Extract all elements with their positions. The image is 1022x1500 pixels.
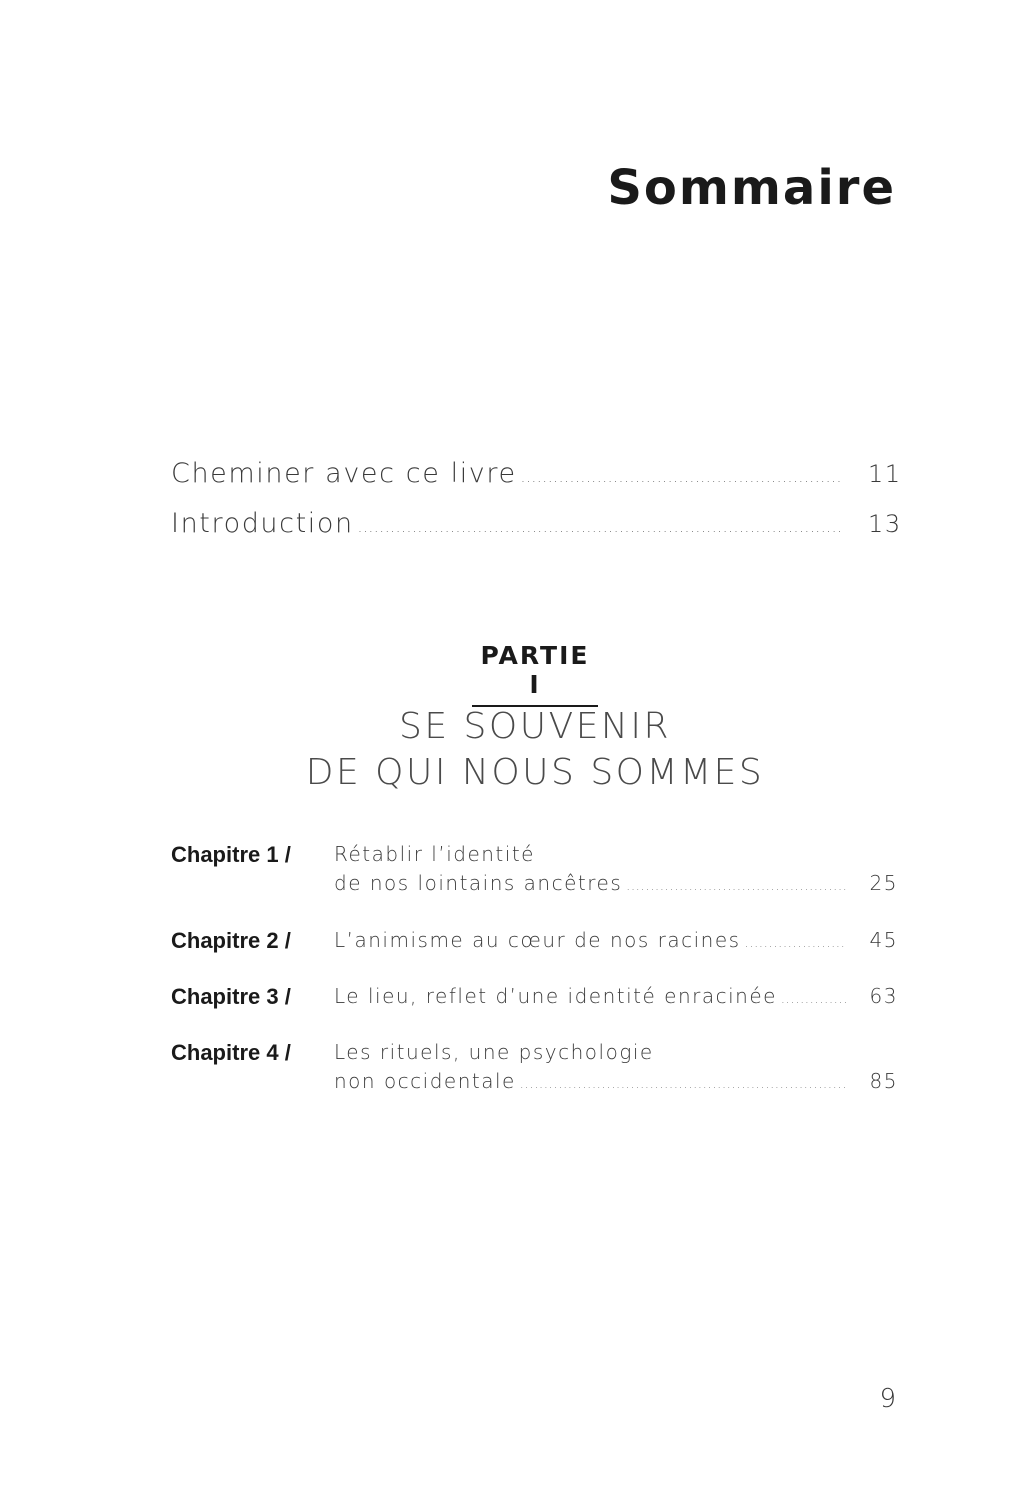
dot-leader (781, 992, 846, 1006)
toc-entry-cheminer[interactable] (171, 458, 902, 489)
chapter-title-line2: de nos lointains ancêtres (334, 871, 623, 895)
chapter-page: 85 (869, 1069, 898, 1093)
dot-leader (521, 470, 844, 486)
toc-entry-page: 13 (868, 510, 902, 538)
dot-leader (520, 1077, 846, 1091)
chapter-title-line1: Rétablir l’identité (334, 842, 535, 866)
toc-entry-introduction[interactable] (171, 508, 902, 539)
chapter-page: 25 (869, 871, 898, 895)
page-number: 9 (879, 1384, 896, 1414)
chapter-title-line1: L’animisme au cœur de nos racines (334, 928, 741, 952)
chapter-title-line1: Le lieu, reflet d’une identité enracinée (334, 984, 777, 1008)
dot-leader (745, 936, 846, 950)
chapter-label: Chapitre 1 / (171, 842, 291, 867)
part-title-line1: SE SOUVENIR (398, 706, 671, 747)
part-title-line2: DE QUI NOUS SOMMES (305, 752, 765, 793)
chapter-page: 63 (869, 984, 898, 1008)
dot-leader (358, 520, 844, 536)
chapter-page: 45 (869, 928, 898, 952)
toc-entry-label: Introduction (171, 508, 354, 539)
chapter-title-line1: Les rituels, une psychologie (334, 1040, 654, 1064)
chapter-label: Chapitre 4 / (171, 1040, 291, 1065)
chapter-label: Chapitre 2 / (171, 928, 291, 953)
chapter-label: Chapitre 3 / (171, 984, 291, 1009)
toc-entry-label: Cheminer avec ce livre (171, 458, 517, 489)
toc-entry-page: 11 (868, 460, 902, 488)
part-label: PARTIE I (472, 641, 598, 707)
chapter-title-line2: non occidentale (334, 1069, 516, 1093)
page-title: Sommaire (607, 160, 896, 216)
dot-leader (626, 879, 846, 893)
